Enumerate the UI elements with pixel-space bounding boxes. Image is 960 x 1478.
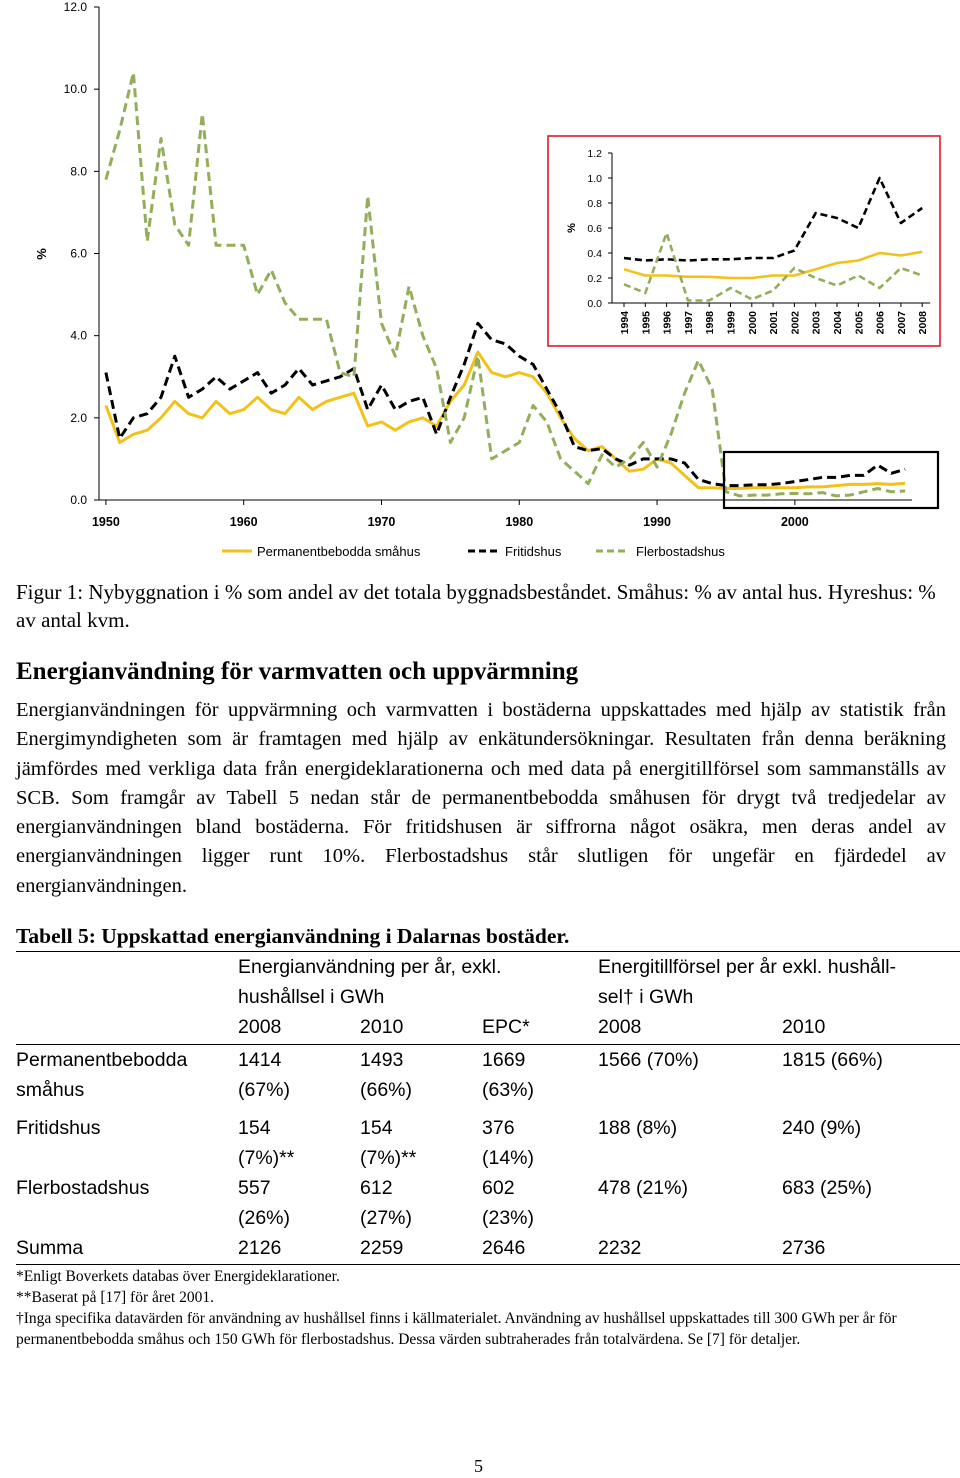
y-axis-label: % (34, 248, 49, 260)
inset-x-tick-label: 2007 (895, 311, 908, 335)
section-heading: Energianvändning för varmvatten och uppvärmning (16, 658, 579, 685)
cell: (67%) (238, 1079, 291, 1101)
footnote: †Inga specifika datavärden för användning av hushållsel finns i källmaterialet. Användning av hushållsel uppskattades till 300 GWh per år för permanentbebodda småhus och 150 GWh för flerbostadshus. Dessa värden subtraherades från totalvärdena. Se [7] för detaljer. (16, 1310, 897, 1348)
legend-label: Fritidshus (505, 544, 562, 559)
inset-x-tick-label: 2000 (746, 311, 759, 335)
cell: 2259 (360, 1237, 404, 1259)
row-label: Flerbostadshus (16, 1177, 150, 1199)
cell: 1493 (360, 1049, 404, 1071)
cell: 2126 (238, 1237, 282, 1259)
y-tick-label: 12.0 (63, 0, 87, 14)
cell: (7%)** (238, 1147, 295, 1169)
inset-y-tick-label: 0.0 (587, 298, 602, 310)
y-tick-label: 0.0 (70, 493, 87, 507)
subheader-epc: EPC* (482, 1016, 530, 1038)
cell: 376 (482, 1117, 515, 1139)
inset-x-tick-label: 1998 (704, 311, 717, 335)
legend-label: Flerbostadshus (636, 544, 725, 559)
x-tick-label: 1960 (229, 515, 258, 529)
row-label: Summa (16, 1237, 84, 1259)
cell: 683 (25%) (782, 1177, 872, 1199)
inset-x-tick-label: 2006 (874, 311, 887, 335)
subheader-2008: 2008 (238, 1016, 282, 1038)
row-label: Permanentbebodda (16, 1049, 188, 1071)
x-tick-label: 1950 (91, 515, 120, 529)
inset-x-tick-label: 2001 (768, 311, 781, 335)
cell: 612 (360, 1177, 393, 1199)
cell: (23%) (482, 1207, 535, 1229)
inset-y-tick-label: 0.2 (587, 273, 602, 285)
cell: 2232 (598, 1237, 642, 1259)
cell: 1414 (238, 1049, 282, 1071)
inset-x-tick-label: 1996 (661, 311, 674, 335)
subheader-2010-b: 2010 (782, 1016, 826, 1038)
y-tick-label: 6.0 (70, 246, 87, 261)
row-label: Fritidshus (16, 1117, 101, 1139)
y-tick-label: 2.0 (70, 410, 87, 425)
subheader-2008-b: 2008 (598, 1016, 642, 1038)
cell: 188 (8%) (598, 1117, 678, 1139)
cell: 2736 (782, 1237, 826, 1259)
cell: (7%)** (360, 1147, 417, 1169)
group1-header: Energianvändning per år, exkl. (238, 956, 502, 978)
cell: 154 (360, 1117, 393, 1139)
y-tick-label: 4.0 (70, 328, 87, 343)
inset-y-tick-label: 0.6 (587, 223, 602, 235)
footnote: *Enligt Boverkets databas över Energideklarationer. (16, 1268, 340, 1285)
inset-y-tick-label: 0.4 (587, 248, 602, 260)
inset-x-tick-label: 2005 (853, 311, 866, 335)
cell: 1815 (66%) (782, 1049, 883, 1071)
inset-plot (548, 136, 940, 346)
cell: 2646 (482, 1237, 526, 1259)
inset-x-tick-label: 1994 (619, 311, 631, 335)
legend (222, 544, 725, 559)
page-number: 5 (474, 1456, 483, 1476)
cell: 602 (482, 1177, 515, 1199)
subheader-2010: 2010 (360, 1016, 404, 1038)
cell: 557 (238, 1177, 271, 1199)
cell: 478 (21%) (598, 1177, 688, 1199)
cell: (14%) (482, 1147, 535, 1169)
cell: 240 (9%) (782, 1117, 862, 1139)
inset-x-tick-label: 2004 (832, 311, 844, 335)
cell: 154 (238, 1117, 271, 1139)
table-caption: Tabell 5: Uppskattad energianvändning i Dalarnas bostäder. (16, 924, 570, 948)
x-tick-label: 1990 (643, 515, 671, 529)
inset-y-tick-label: 1.0 (587, 173, 602, 185)
inset-y-tick-label: 0.8 (587, 198, 602, 210)
cell: 1669 (482, 1049, 526, 1071)
cell: 1566 (70%) (598, 1049, 699, 1071)
cell: (26%) (238, 1207, 291, 1229)
inset-x-tick-label: 2002 (789, 311, 802, 335)
cell: (27%) (360, 1207, 413, 1229)
series-line-fritidshus (106, 323, 905, 485)
x-tick-label: 1980 (505, 515, 534, 529)
x-tick-label: 2000 (780, 515, 809, 529)
footnote: **Baserat på [17] för året 2001. (16, 1289, 214, 1306)
legend-label: Permanentbebodda småhus (257, 544, 421, 559)
row-label-2: småhus (16, 1079, 85, 1101)
group1-header-2: hushållsel i GWh (238, 986, 385, 1008)
y-tick-label: 10.0 (63, 82, 87, 97)
figure-caption: Figur 1: Nybyggnation i % som andel av det totala byggnadsbeståndet. Småhus: % av antal hus. Hyreshus: % av antal kvm. (16, 580, 936, 632)
x-tick-label: 1970 (367, 515, 396, 529)
inset-x-tick-label: 1995 (640, 311, 653, 335)
body-paragraph: Energianvändningen för uppvärmning och varmvatten i bostäderna uppskattades med hjälp av statistik från Energimyndigheten som är framtagen med hjälp av enkätundersökningar. Resultaten från denna beräkning jämfördes med verkliga data från energideklarationerna och med data på energitillförsel som sammanställs av SCB. Som framgår av Tabell 5 nedan står de permanentbebodda småhusen för drygt två tredjedelar av energianvändningen bland bostäderna. För fritidshusen är siffrorna något osäkra, men deras andel av energianvändningen ligger runt 10%. Flerbostadshus står slutligen för ungefär en fjärdedel av energianvändningen. (16, 699, 946, 897)
table-bottom-rule (16, 1264, 960, 1265)
inset-y-axis-label: % (566, 223, 578, 233)
inset-x-tick-label: 1997 (682, 311, 695, 335)
inset-y-tick-label: 1.2 (587, 148, 602, 160)
inset-x-tick-label: 1999 (725, 311, 738, 335)
cell: (66%) (360, 1079, 413, 1101)
inset-x-tick-label: 2003 (810, 311, 823, 335)
inset-x-tick-label: 2008 (917, 311, 930, 335)
group2-header-2: sel† i GWh (598, 986, 694, 1008)
group2-header: Energitillförsel per år exkl. hushåll- (598, 956, 897, 978)
cell: (63%) (482, 1079, 535, 1101)
series-line-permanentbebodda-småhus (106, 352, 905, 488)
line-chart (0, 0, 960, 570)
y-tick-label: 8.0 (70, 164, 87, 179)
